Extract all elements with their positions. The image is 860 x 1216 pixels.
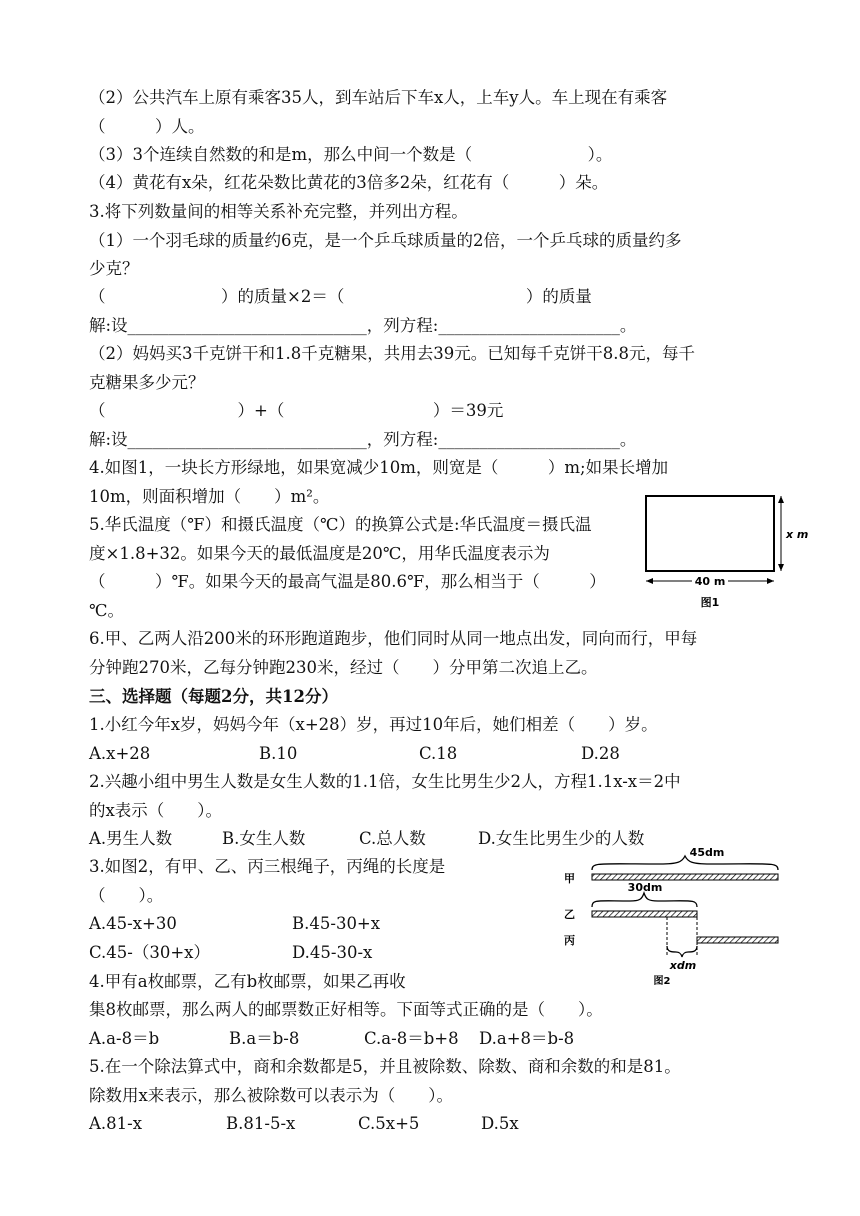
c4-stem1: 4.甲有a枚邮票，乙有b枚邮票，如果乙再收 (89, 972, 406, 991)
figure-1-length-label: 40 m (694, 575, 726, 588)
q5-line2: 度×1.8+32。如果今天的最低温度是20℃，用华氏温度表示为 (89, 544, 550, 563)
c2-stem2: 的x表示（ ）。 (89, 801, 223, 820)
rope-yi-label: 乙 (564, 908, 575, 921)
q3-2-relation: （ ）+（ ）＝39元 (89, 401, 504, 420)
c2-stem1: 2.兴趣小组中男生人数是女生人数的1.1倍，女生比男生少2人，方程1.1x-x＝2中 (89, 772, 681, 791)
c4-stem2: 集8枚邮票，那么两人的邮票数正好相等。下面等式正确的是（ ）。 (89, 1000, 603, 1019)
q3-2-line2: 克糖果多少元？ (89, 373, 205, 392)
c2-option-a: A.男生人数 (89, 829, 173, 848)
rope-jia (592, 874, 778, 880)
q2-2-line2: （ ）人。 (89, 117, 205, 136)
rope-yi-length-label: 30dm (627, 881, 663, 894)
figure-1-rectangle (646, 496, 774, 571)
q4-line2: 10m，则面积增加（ ）m²。 (89, 487, 330, 506)
c5-option-b: B.81-5-x (226, 1114, 296, 1133)
c5-option-d: D.5x (481, 1114, 519, 1133)
q5-line4: ℃。 (89, 601, 124, 620)
q3-1-relation: （ ）的质量×2＝（ ）的质量 (89, 287, 592, 306)
c5-stem1: 5.在一个除法算式中，商和余数都是5，并且被除数、除数、商和余数的和是81。 (89, 1057, 681, 1076)
c2-option-b: B.女生人数 (222, 829, 306, 848)
rope-bing-label: 丙 (564, 934, 575, 947)
rope-yi (592, 911, 697, 917)
rope-bing-brace (667, 946, 697, 957)
c3-option-a: A.45-x+30 (89, 914, 177, 933)
figure-1-caption: 图1 (700, 596, 720, 609)
c1-option-d: D.28 (581, 744, 620, 763)
rope-jia-brace (592, 856, 778, 870)
q2-2-line1: （2）公共汽车上原有乘客35人，到车站后下车x人，上车y人。车上现在有乘客 (89, 88, 668, 107)
q3-1-line2: 少克？ (89, 259, 139, 278)
q5-line3: （ ）℉。如果今天的最高气温是80.6℉，那么相当于（ ） (89, 572, 606, 591)
q2-3-line: （3）3个连续自然数的和是m，那么中间一个数是（ ）。 (89, 145, 613, 164)
q3-2-solution: 解:设_____________________________，列方程:______________________。 (89, 430, 637, 449)
rope-jia-length-label: 45dm (689, 846, 725, 859)
c3-stem2: （ ）。 (89, 886, 164, 905)
figure-2-rope-diagram (560, 846, 785, 986)
c1-option-a: A.x+28 (89, 744, 151, 763)
q3-2-line1: （2）妈妈买3千克饼干和1.8千克糖果，共用去39元。已知每千克饼干8.8元，每千 (89, 344, 695, 363)
c5-option-a: A.81-x (89, 1114, 143, 1133)
rope-bing-x-label: xdm (669, 959, 697, 972)
figure-2-caption: 图2 (653, 976, 671, 986)
rope-jia-label: 甲 (564, 872, 575, 885)
c3-stem1: 3.如图2，有甲、乙、丙三根绳子，丙绳的长度是 (89, 857, 446, 876)
c3-option-d: D.45-30-x (292, 943, 373, 962)
q6-line1: 6.甲、乙两人沿200米的环形跑道跑步，他们同时从同一地点出发，同向而行，甲每 (89, 629, 698, 648)
c4-option-b: B.a＝b-8 (229, 1029, 300, 1048)
rope-bing (697, 937, 778, 943)
c5-stem2: 除数用x来表示，那么被除数可以表示为（ ）。 (89, 1086, 454, 1105)
figure-1-width-label: x m (786, 528, 809, 541)
figure-1-rectangle-diagram (640, 490, 810, 615)
q3-1-line1: （1）一个羽毛球的质量约6克，是一个乒乓球质量的2倍，一个乒乓球的质量约多 (89, 231, 682, 250)
section-3-title: 三、选择题（每题2分，共12分） (89, 687, 338, 706)
c2-option-c: C.总人数 (359, 829, 426, 848)
c1-option-c: C.18 (419, 744, 458, 763)
c1-option-b: B.10 (259, 744, 298, 763)
q5-line1: 5.华氏温度（℉）和摄氏温度（℃）的换算公式是:华氏温度＝摄氏温 (89, 515, 592, 534)
c1-stem: 1.小红今年x岁，妈妈今年（x+28）岁，再过10年后，她们相差（ ）岁。 (89, 715, 658, 734)
c4-option-a: A.a-8＝b (89, 1029, 160, 1048)
c3-option-b: B.45-30+x (292, 914, 381, 933)
q4-line1: 4.如图1，一块长方形绿地，如果宽减少10m，则宽是（ ）m;如果长增加 (89, 458, 669, 477)
q3-heading: 3.将下列数量间的相等关系补充完整，并列出方程。 (89, 202, 468, 221)
c4-option-c: C.a-8＝b+8 (364, 1029, 459, 1048)
c5-option-c: C.5x+5 (358, 1114, 420, 1133)
c2-option-d: D.女生比男生少的人数 (478, 829, 645, 848)
c4-option-d: D.a+8＝b-8 (479, 1029, 575, 1048)
q3-1-solution: 解:设_____________________________，列方程:______________________。 (89, 316, 637, 335)
c3-option-c: C.45-（30+x） (89, 943, 210, 962)
rope-yi-brace (592, 893, 697, 907)
q2-4-line: （4）黄花有x朵，红花朵数比黄花的3倍多2朵，红花有（ ）朵。 (89, 173, 609, 192)
q6-line2: 分钟跑270米，乙每分钟跑230米，经过（ ）分甲第二次追上乙。 (89, 658, 598, 677)
